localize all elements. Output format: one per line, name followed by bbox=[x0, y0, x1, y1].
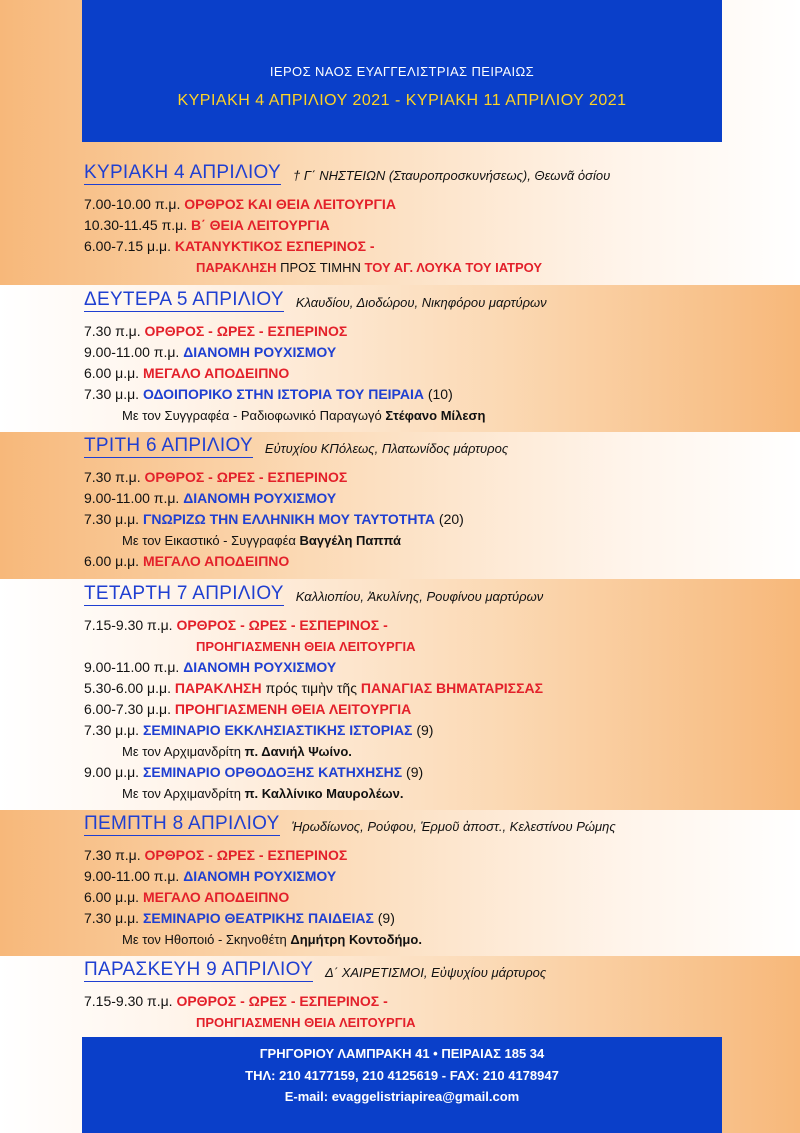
day-feast: Καλλιοπίου, Ἀκυλίνης, Ρουφίνου μαρτύρων bbox=[295, 589, 544, 604]
schedule-item bbox=[84, 509, 784, 530]
service-name: ΠΡΟΗΓΙΑΣΜΕΝΗ ΘΕΙΑ ΛΕΙΤΟΥΡΓΙΑ bbox=[174, 701, 412, 717]
day-title: ΚΥΡΙΑΚΗ 4 ΑΠΡΙΛΙΟΥ bbox=[84, 162, 281, 183]
service-name: Β΄ ΘΕΙΑ ΛΕΙΤΟΥΡΓΙΑ bbox=[190, 217, 330, 233]
schedule-list bbox=[84, 845, 784, 950]
detail-text: Με τον Συγγραφέα - Ραδιοφωνικό Παραγωγό bbox=[122, 408, 386, 423]
day-title: ΤΡΙΤΗ 6 ΑΠΡΙΛΙΟΥ bbox=[84, 435, 253, 456]
service-time: 6.00 μ.μ. bbox=[84, 553, 143, 569]
service-time: 7.30 μ.μ. bbox=[84, 722, 143, 738]
detail-text: πρός τιμὴν τῆς bbox=[261, 680, 361, 696]
detail-text: (9) bbox=[373, 910, 395, 926]
service-time: 7.30 μ.μ. bbox=[84, 386, 143, 402]
day-feast: Δ΄ ΧΑΙΡΕΤΙΣΜΟΙ, Εὐψυχίου μάρτυρος bbox=[325, 965, 547, 980]
schedule-item bbox=[84, 991, 784, 1012]
schedule-item bbox=[84, 342, 784, 363]
schedule-list bbox=[84, 991, 784, 1033]
schedule-item bbox=[84, 530, 784, 551]
schedule-item bbox=[84, 699, 784, 720]
detail-text: Με τον Αρχιμανδρίτη bbox=[122, 786, 245, 801]
service-name: ΟΡΘΡΟΣ - ΩΡΕΣ - ΕΣΠΕΡΙΝΟΣ - bbox=[176, 617, 388, 633]
schedule-item bbox=[84, 783, 784, 804]
service-name: ΟΡΘΡΟΣ - ΩΡΕΣ - ΕΣΠΕΡΙΝΟΣ bbox=[144, 847, 348, 863]
schedule-item bbox=[84, 405, 784, 426]
service-time: 10.30-11.45 π.μ. bbox=[84, 217, 191, 233]
detail-text: (20) bbox=[435, 511, 464, 527]
schedule-item bbox=[84, 215, 784, 236]
service-time: 9.00-11.00 π.μ. bbox=[84, 868, 184, 884]
service-name: ΠΡΟΗΓΙΑΣΜΕΝΗ ΘΕΙΑ ΛΕΙΤΟΥΡΓΙΑ bbox=[196, 1015, 416, 1030]
day-section bbox=[84, 813, 784, 950]
schedule-list bbox=[84, 615, 784, 804]
event-name: ΓΝΩΡΙΖΩ ΤΗΝ ΕΛΛΗΝΙΚΗ ΜΟΥ ΤΑΥΤΟΤΗΤΑ bbox=[142, 511, 436, 527]
event-name: ΔΙΑΝΟΜΗ ΡΟΥΧΙΣΜΟΥ bbox=[183, 868, 337, 884]
service-time: 7.30 π.μ. bbox=[84, 469, 145, 485]
date-range: ΚΥΡΙΑΚΗ 4 ΑΠΡΙΛΙΟΥ 2021 - ΚΥΡΙΑΚΗ 11 ΑΠΡΙΛΙΟΥ 2021 bbox=[177, 92, 627, 109]
detail-text: (9) bbox=[402, 764, 424, 780]
day-title: ΠΑΡΑΣΚΕΥΗ 9 ΑΠΡΙΛΙΟΥ bbox=[84, 959, 314, 980]
day-section bbox=[84, 583, 784, 804]
service-time: 9.00-11.00 π.μ. bbox=[84, 659, 184, 675]
detail-text: (9) bbox=[412, 722, 434, 738]
schedule-item bbox=[84, 908, 784, 929]
detail-text: π. Δανιήλ Ψωίνο. bbox=[244, 744, 352, 759]
service-name: ΚΑΤΑΝΥΚΤΙΚΟΣ ΕΣΠΕΡΙΝΟΣ - bbox=[174, 238, 375, 254]
service-time: 7.30 π.μ. bbox=[84, 847, 145, 863]
day-section bbox=[84, 289, 784, 426]
schedule-item bbox=[84, 236, 784, 257]
service-time: 9.00-11.00 π.μ. bbox=[84, 344, 184, 360]
day-section bbox=[84, 162, 784, 278]
service-time: 6.00-7.30 μ.μ. bbox=[84, 701, 175, 717]
day-feast: Κλαυδίου, Διοδώρου, Νικηφόρου μαρτύρων bbox=[295, 295, 547, 310]
service-name: ΠΡΟΗΓΙΑΣΜΕΝΗ ΘΕΙΑ ΛΕΙΤΟΥΡΓΙΑ bbox=[196, 639, 416, 654]
service-name: ΤΟΥ ΑΓ. ΛΟΥΚΑ ΤΟΥ ΙΑΤΡΟΥ bbox=[364, 260, 543, 275]
church-name: ΙΕΡΟΣ ΝΑΟΣ ΕΥΑΓΓΕΛΙΣΤΡΙΑΣ ΠΕΙΡΑΙΩΣ bbox=[269, 64, 535, 79]
service-time: 6.00-7.15 μ.μ. bbox=[84, 238, 175, 254]
service-name: ΠΑΡΑΚΛΗΣΗ bbox=[174, 680, 262, 696]
header-banner bbox=[82, 0, 722, 142]
service-time: 7.00-10.00 π.μ. bbox=[84, 196, 185, 212]
day-title: ΠΕΜΠΤΗ 8 ΑΠΡΙΛΙΟΥ bbox=[84, 813, 280, 834]
schedule-item bbox=[84, 929, 784, 950]
day-title: ΔΕΥΤΕΡΑ 5 ΑΠΡΙΛΙΟΥ bbox=[84, 289, 284, 310]
day-header bbox=[84, 435, 784, 465]
service-time: 7.15-9.30 π.μ. bbox=[84, 617, 177, 633]
service-time: 5.30-6.00 μ.μ. bbox=[84, 680, 175, 696]
schedule-item bbox=[84, 384, 784, 405]
day-header bbox=[84, 289, 784, 319]
schedule-item bbox=[84, 257, 784, 278]
service-name: ΟΡΘΡΟΣ - ΩΡΕΣ - ΕΣΠΕΡΙΝΟΣ bbox=[144, 323, 348, 339]
day-section bbox=[84, 435, 784, 572]
day-title: ΤΕΤΑΡΤΗ 7 ΑΠΡΙΛΙΟΥ bbox=[84, 583, 284, 604]
service-name: ΟΡΘΡΟΣ - ΩΡΕΣ - ΕΣΠΕΡΙΝΟΣ - bbox=[176, 993, 388, 1009]
schedule-item bbox=[84, 741, 784, 762]
schedule-item bbox=[84, 194, 784, 215]
detail-text: ΠΡΟΣ ΤΙΜΗΝ bbox=[276, 260, 365, 275]
day-header bbox=[84, 959, 784, 989]
detail-text: Δημήτρη Κοντοδήμο. bbox=[290, 932, 422, 947]
service-time: 9.00-11.00 π.μ. bbox=[84, 490, 184, 506]
schedule-item bbox=[84, 467, 784, 488]
service-time: 6.00 μ.μ. bbox=[84, 365, 143, 381]
event-name: ΣΕΜΙΝΑΡΙΟ ΕΚΚΛΗΣΙΑΣΤΙΚΗΣ ΙΣΤΟΡΙΑΣ bbox=[142, 722, 413, 738]
schedule-item bbox=[84, 363, 784, 384]
schedule-item bbox=[84, 551, 784, 572]
service-name: ΟΡΘΡΟΣ ΚΑΙ ΘΕΙΑ ΛΕΙΤΟΥΡΓΙΑ bbox=[184, 196, 396, 212]
service-time: 7.30 π.μ. bbox=[84, 323, 145, 339]
service-name: ΟΡΘΡΟΣ - ΩΡΕΣ - ΕΣΠΕΡΙΝΟΣ bbox=[144, 469, 348, 485]
event-name: ΔΙΑΝΟΜΗ ΡΟΥΧΙΣΜΟΥ bbox=[183, 490, 337, 506]
service-time: 7.30 μ.μ. bbox=[84, 511, 143, 527]
footer-address: ΓΡΗΓΟΡΙΟΥ ΛΑΜΠΡΑΚΗ 41 • ΠΕΙΡΑΙΑΣ 185 34 bbox=[259, 1046, 545, 1061]
schedule-item bbox=[84, 488, 784, 509]
day-feast: Ἡρωδίωνος, Ρούφου, Ἑρμοῦ ἀποστ., Κελεστίνου Ρώμης bbox=[291, 819, 616, 834]
service-name: ΠΑΝΑΓΙΑΣ ΒΗΜΑΤΑΡΙΣΣΑΣ bbox=[360, 680, 543, 696]
event-name: ΟΔΟΙΠΟΡΙΚΟ ΣΤΗΝ ΙΣΤΟΡΙΑ ΤΟΥ ΠΕΙΡΑΙΑ bbox=[142, 386, 424, 402]
service-time: 6.00 μ.μ. bbox=[84, 889, 143, 905]
footer-phones: ΤΗΛ: 210 4177159, 210 4125619 - FAX: 210 4178947 bbox=[245, 1068, 559, 1083]
day-header bbox=[84, 813, 784, 843]
service-name: ΠΑΡΑΚΛΗΣΗ bbox=[196, 260, 277, 275]
service-time: 7.15-9.30 π.μ. bbox=[84, 993, 177, 1009]
day-feast: † Γ΄ ΝΗΣΤΕΙΩΝ (Σταυροπροσκυνήσεως), Θεωνᾶ ὁσίου bbox=[293, 168, 611, 183]
schedule-item bbox=[84, 636, 784, 657]
event-name: ΣΕΜΙΝΑΡΙΟ ΟΡΘΟΔΟΞΗΣ ΚΑΤΗΧΗΣΗΣ bbox=[142, 764, 403, 780]
day-header bbox=[84, 583, 784, 613]
detail-text: Με τον Ηθοποιό - Σκηνοθέτη bbox=[122, 932, 291, 947]
day-feast: Εὐτυχίου ΚΠόλεως, Πλατωνίδος μάρτυρος bbox=[264, 441, 509, 456]
schedule-list bbox=[84, 194, 784, 278]
detail-text: Στέφανο Μίλεση bbox=[385, 408, 486, 423]
footer-contact bbox=[82, 1037, 722, 1133]
day-header bbox=[84, 162, 784, 192]
schedule-item bbox=[84, 615, 784, 636]
schedule-item bbox=[84, 845, 784, 866]
schedule-item bbox=[84, 657, 784, 678]
schedule-item bbox=[84, 762, 784, 783]
schedule-item bbox=[84, 720, 784, 741]
service-time: 9.00 μ.μ. bbox=[84, 764, 143, 780]
event-name: ΔΙΑΝΟΜΗ ΡΟΥΧΙΣΜΟΥ bbox=[183, 344, 337, 360]
schedule-item bbox=[84, 887, 784, 908]
service-name: ΜΕΓΑΛΟ ΑΠΟΔΕΙΠΝΟ bbox=[142, 889, 290, 905]
event-name: ΣΕΜΙΝΑΡΙΟ ΘΕΑΤΡΙΚΗΣ ΠΑΙΔΕΙΑΣ bbox=[142, 910, 374, 926]
footer-email[interactable]: E-mail: evaggelistriapirea@gmail.com bbox=[284, 1089, 520, 1104]
schedule-list bbox=[84, 467, 784, 572]
schedule-item bbox=[84, 866, 784, 887]
schedule-item bbox=[84, 678, 784, 699]
detail-text: π. Καλλίνικο Μαυρολέων. bbox=[244, 786, 404, 801]
event-name: ΔΙΑΝΟΜΗ ΡΟΥΧΙΣΜΟΥ bbox=[183, 659, 337, 675]
detail-text: Βαγγέλη Παππά bbox=[299, 533, 401, 548]
service-name: ΜΕΓΑΛΟ ΑΠΟΔΕΙΠΝΟ bbox=[142, 553, 290, 569]
schedule-item bbox=[84, 1012, 784, 1033]
service-time: 7.30 μ.μ. bbox=[84, 910, 143, 926]
schedule-item bbox=[84, 321, 784, 342]
detail-text: Με τον Αρχιμανδρίτη bbox=[122, 744, 245, 759]
schedule-list bbox=[84, 321, 784, 426]
day-section bbox=[84, 959, 784, 1033]
service-name: ΜΕΓΑΛΟ ΑΠΟΔΕΙΠΝΟ bbox=[142, 365, 290, 381]
detail-text: Με τον Εικαστικό - Συγγραφέα bbox=[122, 533, 300, 548]
detail-text: (10) bbox=[423, 386, 453, 402]
